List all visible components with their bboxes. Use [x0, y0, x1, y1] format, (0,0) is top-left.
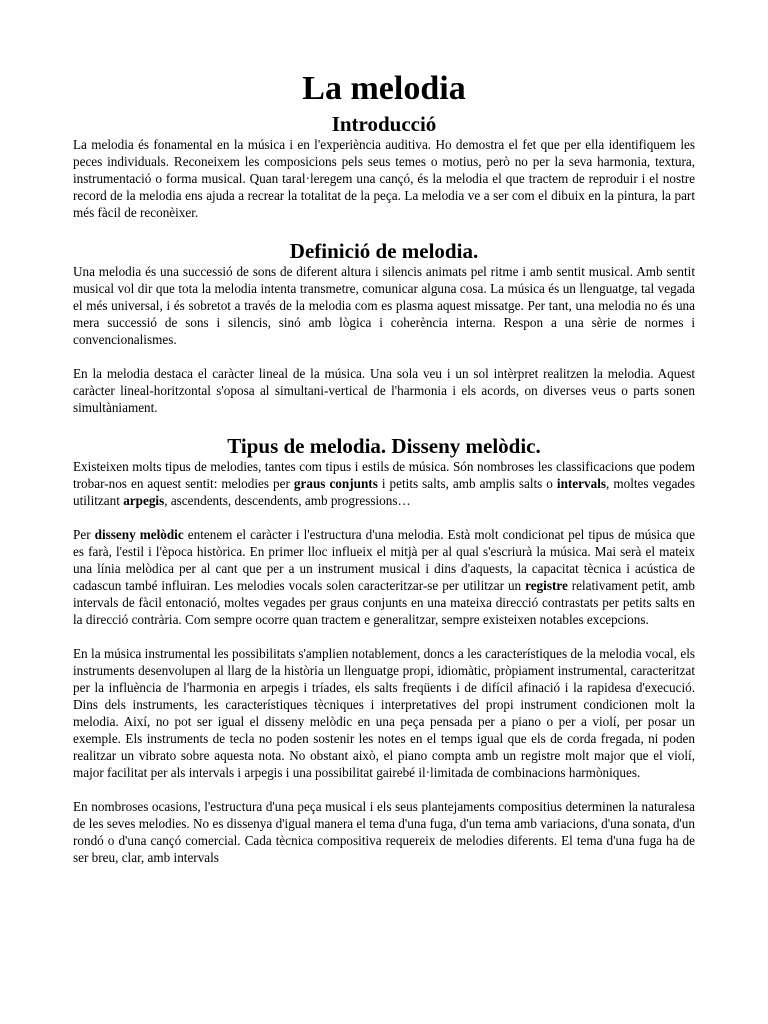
paragraph-tipus-1 [73, 458, 695, 509]
text-run: entenem el caràcter i l'estructura d'una melodia. Està molt condicionat pel tipus de música que es farà, l'estil i l'època històrica. En primer lloc influeix el mitjà per al qual s'escriurà la música. Mai serà el mateix una línia melòdica per al cant que per a un instrument musical i dins d'aquests, la capacitat tècnica i acústica de cadascun també influiran. Les melodies vocals solen caracteritzar-se per utilitzar un [73, 527, 695, 593]
paragraph-definicio-1: Una melodia és una successió de sons de diferent altura i silencis animats pel ritme i amb sentit musical. Amb sentit musical vol dir que tota la melodia intenta transmetre, comunicar alguna cosa. La música és un llenguatge, tal vegada el més universal, i és sobretot a través de la melodia com es plasma aquest missatge. Per tant, una melodia no és una mera successió de sons i silencis, sinó amb lògica i coherència interna. Respon a una sèrie de normes i convencionalismes. [73, 264, 695, 347]
text-run: relativament petit, amb intervals de fàcil entonació, moltes vegades per graus conjunts en una mateixa direcció contrastats per petits salts en la direcció contrària. Com sempre ocorre quan tractem e generalitzar, sempre existeixen notables excepcions. [73, 578, 695, 627]
bold-term-disseny-melodic: disseny melòdic [94, 527, 184, 542]
document-page [73, 66, 695, 866]
section-heading-introduccio: Introducció [331, 112, 437, 136]
bold-term-graus-conjunts: graus conjunts [293, 476, 378, 491]
paragraph-tipus-2 [73, 526, 695, 628]
bold-term-arpegis: arpegis [123, 493, 165, 508]
section-heading-tipus: Tipus de melodia. Disseny melòdic. [227, 434, 541, 458]
text-run: Per [73, 527, 95, 542]
bold-term-intervals: intervals [556, 476, 607, 491]
page-title: La melodia [302, 70, 466, 107]
paragraph-definicio-2: En la melodia destaca el caràcter lineal de la música. Una sola veu i un sol intèrpret realitzen la melodia. Aquest caràcter lineal-horitzontal s'oposa al simultani-vertical de l'harmonia i els acords, on diverses veus o parts sonen simultàniament. [73, 366, 695, 415]
bold-term-registre: registre [525, 578, 568, 593]
paragraph-tipus-3: En la música instrumental les possibilitats s'amplien notablement, doncs a les característiques de la melodia vocal, els instruments desenvolupen al llarg de la història un llenguatge propi, idiomàtic, pròpiament instrumental, caracteritzat per la influència de l'harmonia en arpegis i tríades, els salts freqüents i de difícil afinació i la rapidesa d'execució. Dins dels instruments, les característiques tècniques i interpretatives del propi instrument condicionen molt la melodia. Així, no pot ser igual el disseny melòdic en una peça pensada per a piano o per a violí, per posar un exemple. Els instruments de tecla no poden sostenir les notes en el temps igual que els de corda fregada, ni poden realitzar un vibrato sobre aquesta nota. No obstant això, el piano compta amb un registre molt major que el violí, major facilitat per als intervals i arpegis i una possibilitat gairebé il·limitada de combinacions harmòniques. [73, 646, 695, 780]
text-run: Existeixen molts tipus de melodies, tantes com tipus i estils de música. Són nombroses les classificacions que podem trobar-nos en aquest sentit: melodies per [73, 459, 695, 491]
paragraph-intro-1: La melodia és fonamental en la música i en l'experiència auditiva. Ho demostra el fet que per ella identifiquem les peces individuals. Reconeixem les composicions pels seus temes o motius, però no per la seva harmonia, textura, instrumentació o forma musical. Quan taral·leregem una cançó, és la melodia el que tractem de reproduir i el nostre record de la melodia ens ajuda a recrear la totalitat de la peça. La melodia ve a ser com el dibuix en la pintura, la part més fàcil de reconèixer. [73, 137, 695, 220]
text-run: i petits salts, amb amplis salts o [377, 476, 557, 491]
paragraph-tipus-4: En nombroses ocasions, l'estructura d'una peça musical i els seus plantejaments compositius determinen la naturalesa de les seves melodies. No es dissenya d'igual manera el tema d'una fuga, d'un tema amb variacions, d'una sonata, d'un rondó o d'una cançó comercial. Cada tècnica compositiva requereix de melodies diferents. El tema d'una fuga ha de ser breu, clar, amb intervals [73, 799, 695, 865]
text-run: , ascendents, descendents, amb progressions… [164, 493, 411, 508]
section-heading-definicio: Definició de melodia. [289, 239, 479, 263]
text-run: , moltes vegades utilitzant [73, 476, 696, 508]
